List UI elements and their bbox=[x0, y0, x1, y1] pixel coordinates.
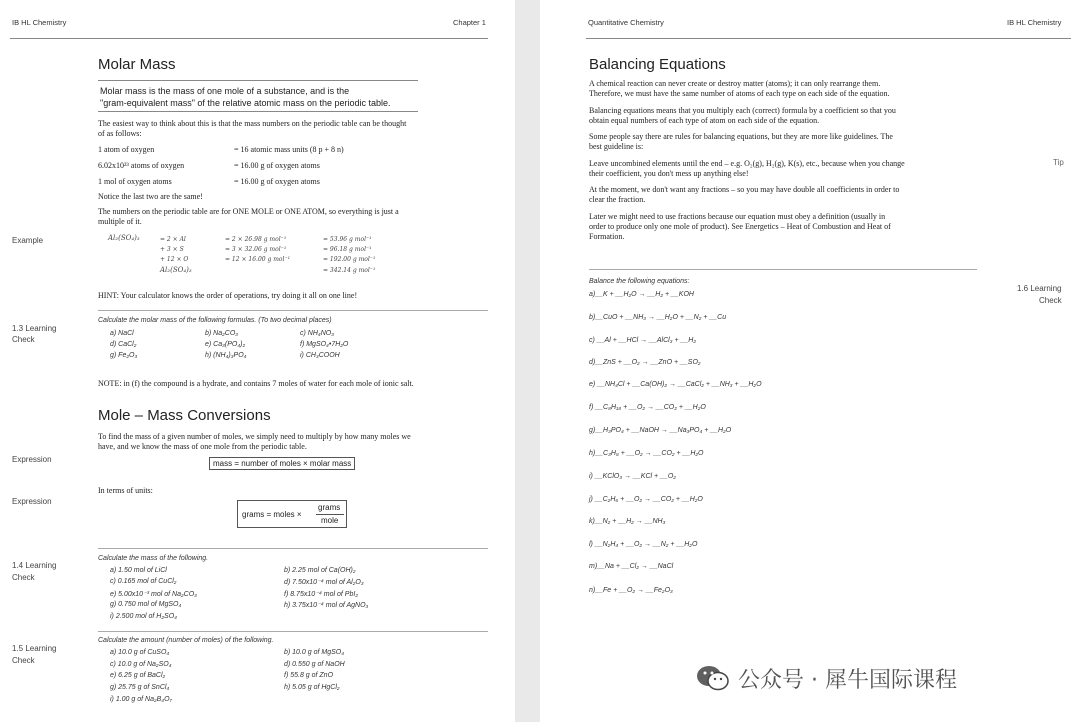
lc15-item-f: f) 55.8 g of ZnO bbox=[284, 672, 334, 679]
para-line-3: Balancing equations means that you multiply each (correct) formula by a coefficient so that you bbox=[589, 106, 896, 115]
equation-m: m)__Na + __Cl₂ → __NaCl bbox=[589, 563, 674, 570]
lc14-item-b: b) 2.25 mol of Ca(OH)₂ bbox=[284, 567, 356, 574]
lc13-label-2: Check bbox=[12, 335, 35, 344]
lc15-label-1: 1.5 Learning bbox=[12, 644, 57, 653]
equation-h: h)__C₃H₈ + __O₂ → __CO₂ + __H₂O bbox=[589, 450, 704, 457]
para-line-7: Leave uncombined elements until the end – e.g. O₂(g), H₂(g), K(s), etc., because when you change bbox=[589, 159, 905, 168]
oxygen-row-2-value: = 16.00 g of oxygen atoms bbox=[234, 161, 320, 170]
lc16-rule bbox=[589, 269, 977, 270]
handwritten-o-calc: = 12 × 16.00 g mol⁻¹ bbox=[225, 256, 291, 263]
handwritten-al-result: = 53.96 g mol⁻¹ bbox=[323, 236, 372, 243]
handwritten-al: = 2 × Al bbox=[160, 236, 186, 243]
lc16-label-2: Check bbox=[1039, 296, 1062, 305]
para-line-2: Therefore, we must have the same number of atoms of each type on each side of the equation. bbox=[589, 89, 890, 98]
units-text: In terms of units: bbox=[98, 486, 153, 495]
lc13-item-e: e) Ca₃(PO₄)₂ bbox=[205, 341, 246, 348]
lc14-label-2: Check bbox=[12, 573, 35, 582]
balance-prompt: Balance the following equations: bbox=[589, 278, 690, 285]
right-header-right: IB HL Chemistry bbox=[1007, 18, 1062, 27]
oxygen-row-3-label: 1 mol of oxygen atoms bbox=[98, 177, 172, 186]
para-line-6: best guideline is: bbox=[589, 142, 644, 151]
lc14-item-d: d) 7.50x10⁻⁴ mol of Al₂O₃ bbox=[284, 579, 364, 586]
para-line-13: Formation. bbox=[589, 232, 625, 241]
mass-expression-box: mass = number of moles × molar mass bbox=[209, 457, 355, 470]
equation-e: e) __NH₄Cl + __Ca(OH)₂ → __CaCl₂ + __NH₃ + __H₂O bbox=[589, 381, 762, 388]
lc16-label-1: 1.6 Learning bbox=[1017, 284, 1062, 293]
lc14-item-g: g) 0.750 mol of MgSO₄ bbox=[110, 601, 182, 608]
notice-text: Notice the last two are the same! bbox=[98, 192, 203, 201]
para-line-1: A chemical reaction can never create or destroy matter (atoms); it can only rearrange them. bbox=[589, 79, 881, 88]
para-line-9: At the moment, we don't want any fractions – so you may have double all coefficients in order to bbox=[589, 185, 900, 194]
balancing-title: Balancing Equations bbox=[589, 56, 726, 73]
mole-mass-title: Mole – Mass Conversions bbox=[98, 407, 271, 424]
oxygen-row-1-value: = 16 atomic mass units (8 p + 8 n) bbox=[234, 145, 344, 154]
right-header-rule bbox=[586, 38, 1071, 39]
lc14-prompt: Calculate the mass of the following. bbox=[98, 555, 209, 562]
mmc-para-1a: To find the mass of a given number of moles, we simply need to multiply by how many moles we bbox=[98, 432, 411, 441]
lc13-item-i: i) CH₃COOH bbox=[300, 352, 340, 359]
lc13-item-f: f) MgSO₄•7H₂O bbox=[300, 341, 349, 348]
molar-mass-para-2a: The numbers on the periodic table are for ONE MOLE or ONE ATOM, so everything is just a bbox=[98, 207, 399, 216]
oxygen-row-3-value: = 16.00 g of oxygen atoms bbox=[234, 177, 320, 186]
lc15-item-e: e) 6.25 g of BaCl₂ bbox=[110, 672, 166, 679]
watermark-text: 公众号 · 犀牛国际课程 bbox=[738, 668, 957, 693]
molar-mass-para-1b: of as follows: bbox=[98, 129, 142, 138]
lc15-prompt: Calculate the amount (number of moles) of the following. bbox=[98, 637, 274, 644]
example-label: Example bbox=[12, 236, 44, 245]
lc15-item-g: g) 25.75 g of SnCl₄ bbox=[110, 684, 170, 691]
lc13-prompt: Calculate the molar mass of the following formulas. (To two decimal places) bbox=[98, 317, 332, 324]
lc14-item-c: c) 0.165 mol of CuCl₂ bbox=[110, 578, 177, 585]
lc13-item-h: h) (NH₄)₃PO₄ bbox=[205, 352, 247, 359]
lc15-item-a: a) 10.0 g of CuSO₄ bbox=[110, 649, 170, 656]
lc15-item-i: i) 1.00 g of Na₂B₄O₇ bbox=[110, 696, 173, 703]
equation-n: n)__Fe + __O₂ → __Fe₂O₃ bbox=[589, 587, 673, 594]
oxygen-row-2-label: 6.02x10²³ atoms of oxygen bbox=[98, 161, 185, 170]
lc13-label-1: 1.3 Learning bbox=[12, 324, 57, 333]
handwritten-total-result: = 342.14 g mol⁻¹ bbox=[323, 267, 376, 274]
left-header-left: IB HL Chemistry bbox=[12, 18, 67, 27]
lc14-item-e: e) 5.00x10⁻³ mol of Na₂CO₃ bbox=[110, 591, 197, 598]
para-line-5: Some people say there are rules for balancing equations, but they are more like guidelines. The bbox=[589, 132, 893, 141]
tip-label: Tip bbox=[1053, 158, 1064, 167]
hint-text: HINT: Your calculator knows the order of operations, try doing it all on one line! bbox=[98, 291, 358, 300]
hydrate-note: NOTE: in (f) the compound is a hydrate, and contains 7 moles of water for each mole of ionic salt. bbox=[98, 379, 414, 388]
para-line-12: order to produce only one mole of product). See Energetics – Heat of Combustion and Heat of bbox=[589, 222, 891, 231]
handwritten-s: + 3 × S bbox=[160, 246, 184, 253]
wechat-icon bbox=[696, 664, 730, 692]
expression-label-1: Expression bbox=[12, 455, 52, 464]
lc13-item-b: b) Na₂CO₃ bbox=[205, 330, 239, 337]
equation-i: i) __KClO₃ → __KCl + __O₂ bbox=[589, 473, 676, 480]
molar-mass-title: Molar Mass bbox=[98, 56, 176, 73]
lc15-label-2: Check bbox=[12, 656, 35, 665]
equation-f: f) __C₈H₁₈ + __O₂ → __CO₂ + __H₂O bbox=[589, 404, 706, 411]
para-line-8: their coefficient, you don't mess up anything else! bbox=[589, 169, 749, 178]
lc14-item-f: f) 8.75x10⁻⁴ mol of PbI₂ bbox=[284, 591, 358, 598]
lc13-rule bbox=[98, 310, 488, 311]
equation-k: k)__N₂ + __H₂ → __NH₃ bbox=[589, 518, 666, 525]
lc15-rule bbox=[98, 631, 488, 632]
right-header-left: Quantitative Chemistry bbox=[588, 18, 664, 27]
molar-mass-para-2b: multiple of it. bbox=[98, 217, 142, 226]
grams-numerator: grams bbox=[318, 503, 341, 512]
equation-j: j) __C₂H₆ + __O₂ → __CO₂ + __H₂O bbox=[589, 496, 703, 503]
lc15-item-d: d) 0.550 g of NaOH bbox=[284, 661, 345, 668]
handwritten-o-result: = 192.00 g mol⁻¹ bbox=[323, 256, 376, 263]
equation-a: a)__K + __H₂O → __H₂ + __KOH bbox=[589, 291, 694, 298]
lc13-item-g: g) Fe₂O₃ bbox=[110, 352, 138, 359]
mole-denominator: mole bbox=[321, 516, 339, 525]
grams-expression-box bbox=[237, 500, 347, 528]
left-header-right: Chapter 1 bbox=[453, 18, 486, 27]
right-page bbox=[540, 0, 1080, 722]
molar-mass-para-1a: The easiest way to think about this is that the mass numbers on the periodic table can be thought bbox=[98, 119, 407, 128]
para-line-4: obtain equal numbers of each type of atom on each side of the equation. bbox=[589, 116, 820, 125]
para-line-10: clear the fraction. bbox=[589, 195, 646, 204]
lc14-rule bbox=[98, 548, 488, 549]
equation-l: l) __N₂H₄ + __O₂ → __N₂ + __H₂O bbox=[589, 541, 698, 548]
handwritten-s-calc: = 3 × 32.06 g mol⁻¹ bbox=[225, 246, 287, 253]
handwritten-s-result: = 96.18 g mol⁻¹ bbox=[323, 246, 372, 253]
lc14-item-h: h) 3.75x10⁻⁴ mol of AgNO₃ bbox=[284, 602, 369, 609]
lc13-item-a: a) NaCl bbox=[110, 330, 134, 337]
left-page bbox=[0, 0, 515, 722]
fraction-bar bbox=[316, 514, 344, 515]
lc15-item-b: b) 10.0 g of MgSO₄ bbox=[284, 649, 345, 656]
handwritten-al-calc: = 2 × 26.98 g mol⁻¹ bbox=[225, 236, 287, 243]
header-rule bbox=[10, 38, 488, 39]
definition-rule-top bbox=[98, 80, 418, 81]
definition-line-2: "gram-equivalent mass" of the relative atomic mass on the periodic table. bbox=[100, 98, 391, 108]
lc13-item-d: d) CaCl₂ bbox=[110, 341, 137, 348]
expression-label-2: Expression bbox=[12, 497, 52, 506]
lc14-label-1: 1.4 Learning bbox=[12, 561, 57, 570]
lc13-item-c: c) NH₄NO₃ bbox=[300, 330, 334, 337]
equation-c: c) __Al + __HCl → __AlCl₃ + __H₂ bbox=[589, 337, 696, 344]
definition-line-1: Molar mass is the mass of one mole of a substance, and is the bbox=[100, 86, 350, 96]
oxygen-row-1-label: 1 atom of oxygen bbox=[98, 145, 155, 154]
lc14-item-i: i) 2.500 mol of H₂SO₄ bbox=[110, 613, 177, 620]
mmc-para-1b: have, and we know the mass of one mole from the periodic table. bbox=[98, 442, 307, 451]
equation-b: b)__CuO + __NH₃ → __H₂O + __N₂ + __Cu bbox=[589, 314, 727, 321]
handwritten-o: + 12 × O bbox=[160, 256, 189, 263]
lc14-item-a: a) 1.50 mol of LiCl bbox=[110, 567, 167, 574]
para-line-11: Later we might need to use fractions because our equation must obey a definition (usually in bbox=[589, 212, 886, 221]
equation-g: g)__H₃PO₄ + __NaOH → __Na₃PO₄ + __H₂O bbox=[589, 427, 732, 434]
lc15-item-h: h) 5.05 g of HgCl₂ bbox=[284, 684, 340, 691]
handwritten-formula-total: Al₂(SO₄)₃ bbox=[160, 266, 192, 274]
equation-d: d)__ZnS + __O₂ → __ZnO + __SO₂ bbox=[589, 359, 701, 366]
handwritten-formula: Al₂(SO₄)₃ bbox=[108, 234, 140, 242]
definition-rule-bottom bbox=[98, 111, 418, 112]
grams-expression-left: grams = moles × bbox=[242, 510, 302, 519]
lc15-item-c: c) 10.0 g of Na₂SO₄ bbox=[110, 661, 172, 668]
